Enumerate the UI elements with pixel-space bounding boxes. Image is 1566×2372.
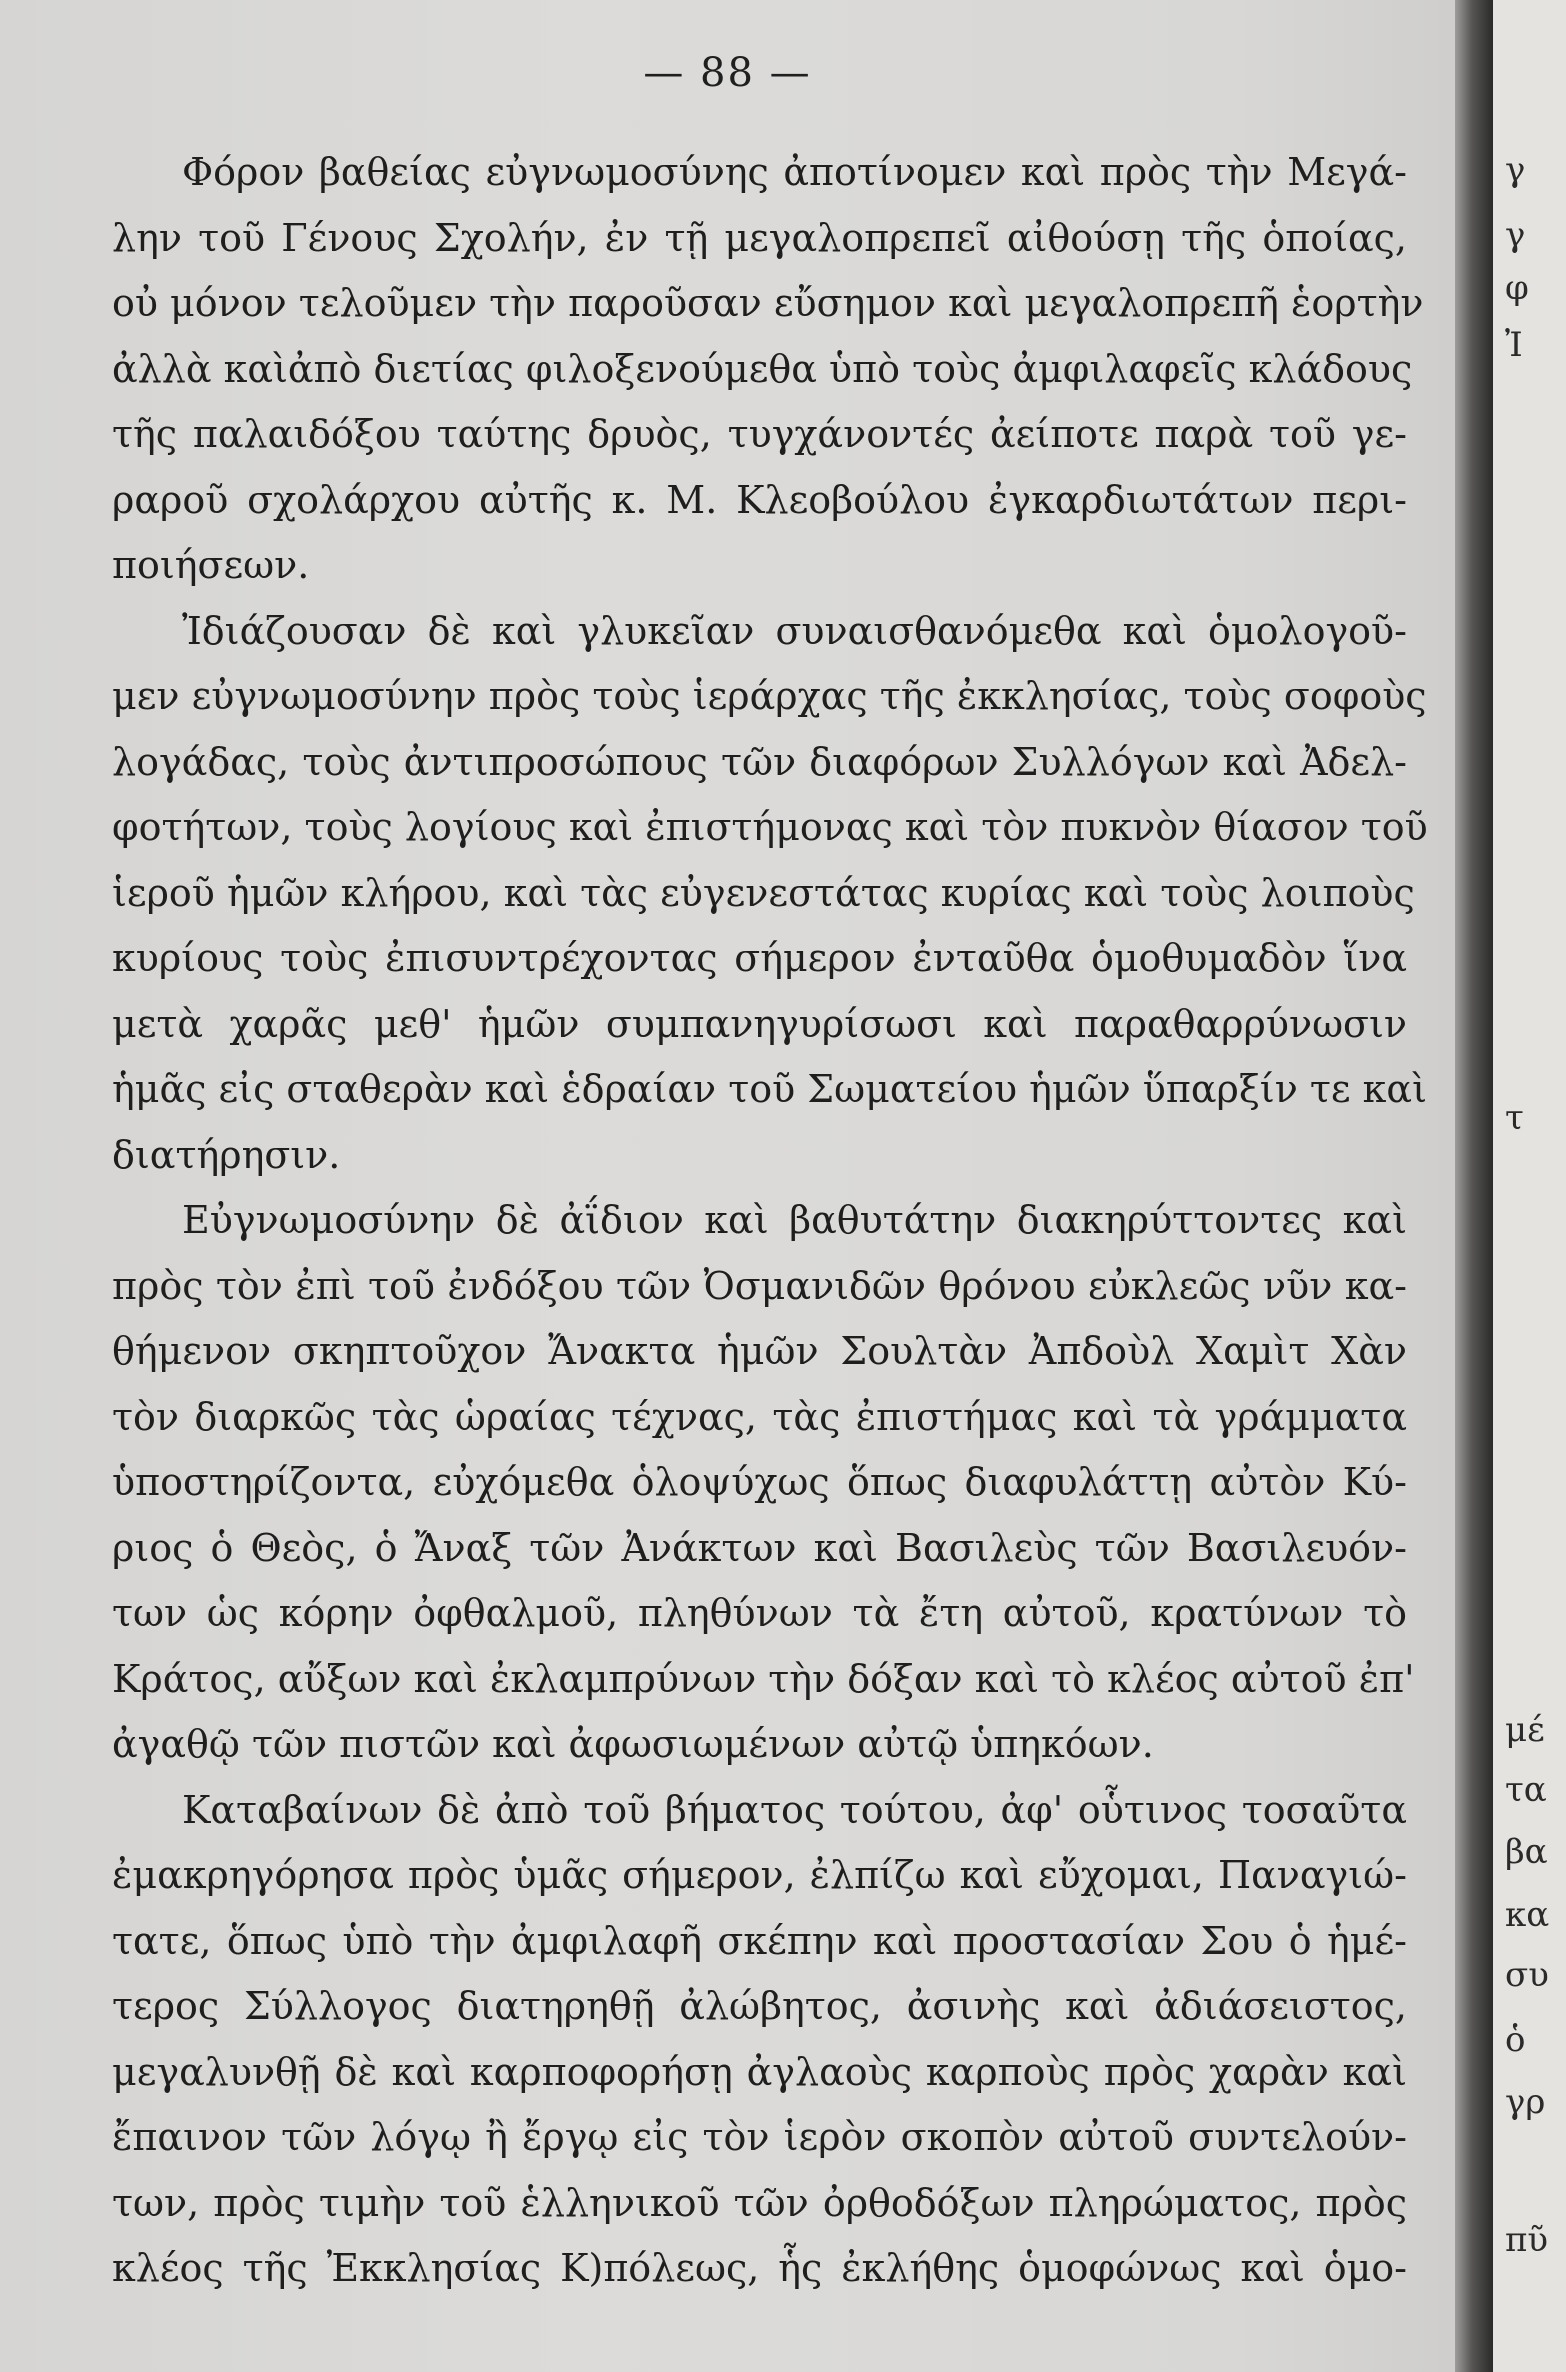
adjacent-page-fragment: γ bbox=[1505, 215, 1526, 255]
adjacent-page-fragment: συ bbox=[1505, 1955, 1549, 1995]
text-line: Εὐγνωμοσύνην δὲ ἀΐδιον καὶ βαθυτάτην διακηρύττοντες καὶ bbox=[182, 1198, 1407, 1242]
adjacent-page-fragment: τα bbox=[1505, 1770, 1547, 1810]
text-line: λην τοῦ Γένους Σχολήν, ἐν τῇ μεγαλοπρεπεῖ αἰθούσῃ τῆς ὁποίας, bbox=[112, 215, 1407, 260]
adjacent-page-fragment: γρ bbox=[1505, 2082, 1546, 2122]
text-line: φοτήτων, τοὺς λογίους καὶ ἐπιστήμονας καὶ τὸν πυκνὸν θίασον τοῦ bbox=[112, 805, 1428, 849]
text-line: των ὡς κόρην ὀφθαλμοῦ, πληθύνων τὰ ἔτη αὐτοῦ, κρατύνων τὸ bbox=[112, 1591, 1407, 1635]
text-line: μεν εὐγνωμοσύνην πρὸς τοὺς ἱεράρχας τῆς ἐκκλησίας, τοὺς σοφοὺς bbox=[112, 674, 1427, 718]
text-line: ἡμᾶς εἰς σταθερὰν καὶ ἑδραίαν τοῦ Σωματείου ἡμῶν ὕπαρξίν τε καὶ bbox=[112, 1067, 1427, 1111]
text-line: τατε, ὅπως ὑπὸ τὴν ἀμφιλαφῆ σκέπην καὶ προστασίαν Σου ὁ ἡμέ- bbox=[112, 1918, 1407, 1963]
page-number: — 88 — bbox=[643, 50, 812, 96]
text-line: ποιήσεων. bbox=[112, 543, 310, 587]
text-line: μετὰ χαρᾶς μεθ' ἡμῶν συμπανηγυρίσωσι καὶ παραθαρρύνωσιν bbox=[112, 1001, 1407, 1046]
book-gutter-shadow bbox=[1455, 0, 1493, 2372]
text-line: ἐμακρηγόρησα πρὸς ὑμᾶς σήμερον, ἐλπίζω καὶ εὔχομαι, Παναγιώ- bbox=[112, 1853, 1407, 1897]
text-line: ριος ὁ Θεὸς, ὁ Ἄναξ τῶν Ἀνάκτων καὶ Βασιλεὺς τῶν Βασιλευόν- bbox=[112, 1525, 1407, 1570]
adjacent-page-fragment: βα bbox=[1505, 1832, 1548, 1872]
adjacent-page-fragment: φ bbox=[1505, 268, 1529, 308]
text-line: ραροῦ σχολάρχου αὐτῆς κ. Μ. Κλεοβούλου ἐγκαρδιωτάτων περι- bbox=[112, 477, 1407, 522]
text-line: ἀγαθῷ τῶν πιστῶν καὶ ἀφωσιωμένων αὐτῷ ὑπηκόων. bbox=[112, 1722, 1154, 1766]
adjacent-page-edge bbox=[1493, 0, 1566, 2372]
adjacent-page-fragment: κα bbox=[1505, 1895, 1550, 1935]
text-line: διατήρησιν. bbox=[112, 1132, 341, 1177]
adjacent-page-fragment: ὁ bbox=[1505, 2020, 1526, 2060]
text-line: κλέος τῆς Ἐκκλησίας Κ)πόλεως, ἧς ἐκλήθης ὁμοφώνως καὶ ὁμο- bbox=[112, 2246, 1407, 2290]
body-text bbox=[112, 140, 1428, 2302]
adjacent-page-fragment: μέ bbox=[1505, 1710, 1545, 1750]
text-line: ἀλλὰ καὶἀπὸ διετίας φιλοξενούμεθα ὑπὸ τοὺς ἀμφιλαφεῖς κλάδους bbox=[112, 346, 1413, 391]
adjacent-page-fragment: τ bbox=[1505, 1098, 1524, 1138]
text-line: Κράτος, αὔξων καὶ ἐκλαμπρύνων τὴν δόξαν καὶ τὸ κλέος αὐτοῦ ἐπ' bbox=[112, 1656, 1415, 1701]
text-line: Ἰδιάζουσαν δὲ καὶ γλυκεῖαν συναισθανόμεθα καὶ ὁμολογοῦ- bbox=[182, 608, 1407, 653]
text-line: θήμενον σκηπτοῦχον Ἄνακτα ἡμῶν Σουλτὰν Ἀπδοὺλ Χαμὶτ Χὰν bbox=[112, 1329, 1407, 1373]
text-line: τὸν διαρκῶς τὰς ὡραίας τέχνας, τὰς ἐπιστήμας καὶ τὰ γράμματα bbox=[112, 1394, 1407, 1439]
text-line: ὑποστηρίζοντα, εὐχόμεθα ὁλοψύχως ὅπως διαφυλάττῃ αὐτὸν Κύ- bbox=[112, 1460, 1407, 1504]
text-line: Φόρον βαθείας εὐγνωμοσύνης ἀποτίνομεν καὶ πρὸς τὴν Μεγά- bbox=[182, 150, 1407, 194]
adjacent-page-fragment: Ἰ bbox=[1505, 325, 1523, 365]
adjacent-page-fragment: πῦ bbox=[1505, 2220, 1549, 2260]
text-line: ἔπαινον τῶν λόγῳ ἢ ἔργῳ εἰς τὸν ἱερὸν σκοπὸν αὐτοῦ συντελούν- bbox=[112, 2115, 1407, 2159]
text-line: λογάδας, τοὺς ἀντιπροσώπους τῶν διαφόρων Συλλόγων καὶ Ἀδελ- bbox=[112, 739, 1407, 784]
text-line: των, πρὸς τιμὴν τοῦ ἑλληνικοῦ τῶν ὀρθοδόξων πληρώματος, πρὸς bbox=[112, 2180, 1407, 2225]
text-line: μεγαλυνθῇ δὲ καὶ καρποφορήσῃ ἀγλαοὺς καρποὺς πρὸς χαρὰν καὶ bbox=[112, 2049, 1407, 2094]
text-line: τερος Σύλλογος διατηρηθῇ ἀλώβητος, ἀσινὴς καὶ ἀδιάσειστος, bbox=[112, 1984, 1407, 2028]
text-line: ἱεροῦ ἡμῶν κλήρου, καὶ τὰς εὐγενεστάτας κυρίας καὶ τοὺς λοιποὺς bbox=[112, 870, 1415, 915]
text-line: Καταβαίνων δὲ ἀπὸ τοῦ βήματος τούτου, ἀφ' οὗτινος τοσαῦτα bbox=[182, 1787, 1407, 1832]
adjacent-page-fragment: γ bbox=[1505, 150, 1526, 190]
text-line: πρὸς τὸν ἐπὶ τοῦ ἐνδόξου τῶν Ὀσμανιδῶν θρόνου εὐκλεῶς νῦν κα- bbox=[112, 1263, 1407, 1308]
text-line: τῆς παλαιδόξου ταύτης δρυὸς, τυγχάνοντές ἀείποτε παρὰ τοῦ γε- bbox=[112, 412, 1407, 456]
text-line: κυρίους τοὺς ἐπισυντρέχοντας σήμερον ἐνταῦθα ὁμοθυμαδὸν ἵνα bbox=[112, 936, 1407, 980]
text-line: οὐ μόνον τελοῦμεν τὴν παροῦσαν εὔσημον καὶ μεγαλοπρεπῆ ἑορτὴν bbox=[112, 281, 1424, 325]
